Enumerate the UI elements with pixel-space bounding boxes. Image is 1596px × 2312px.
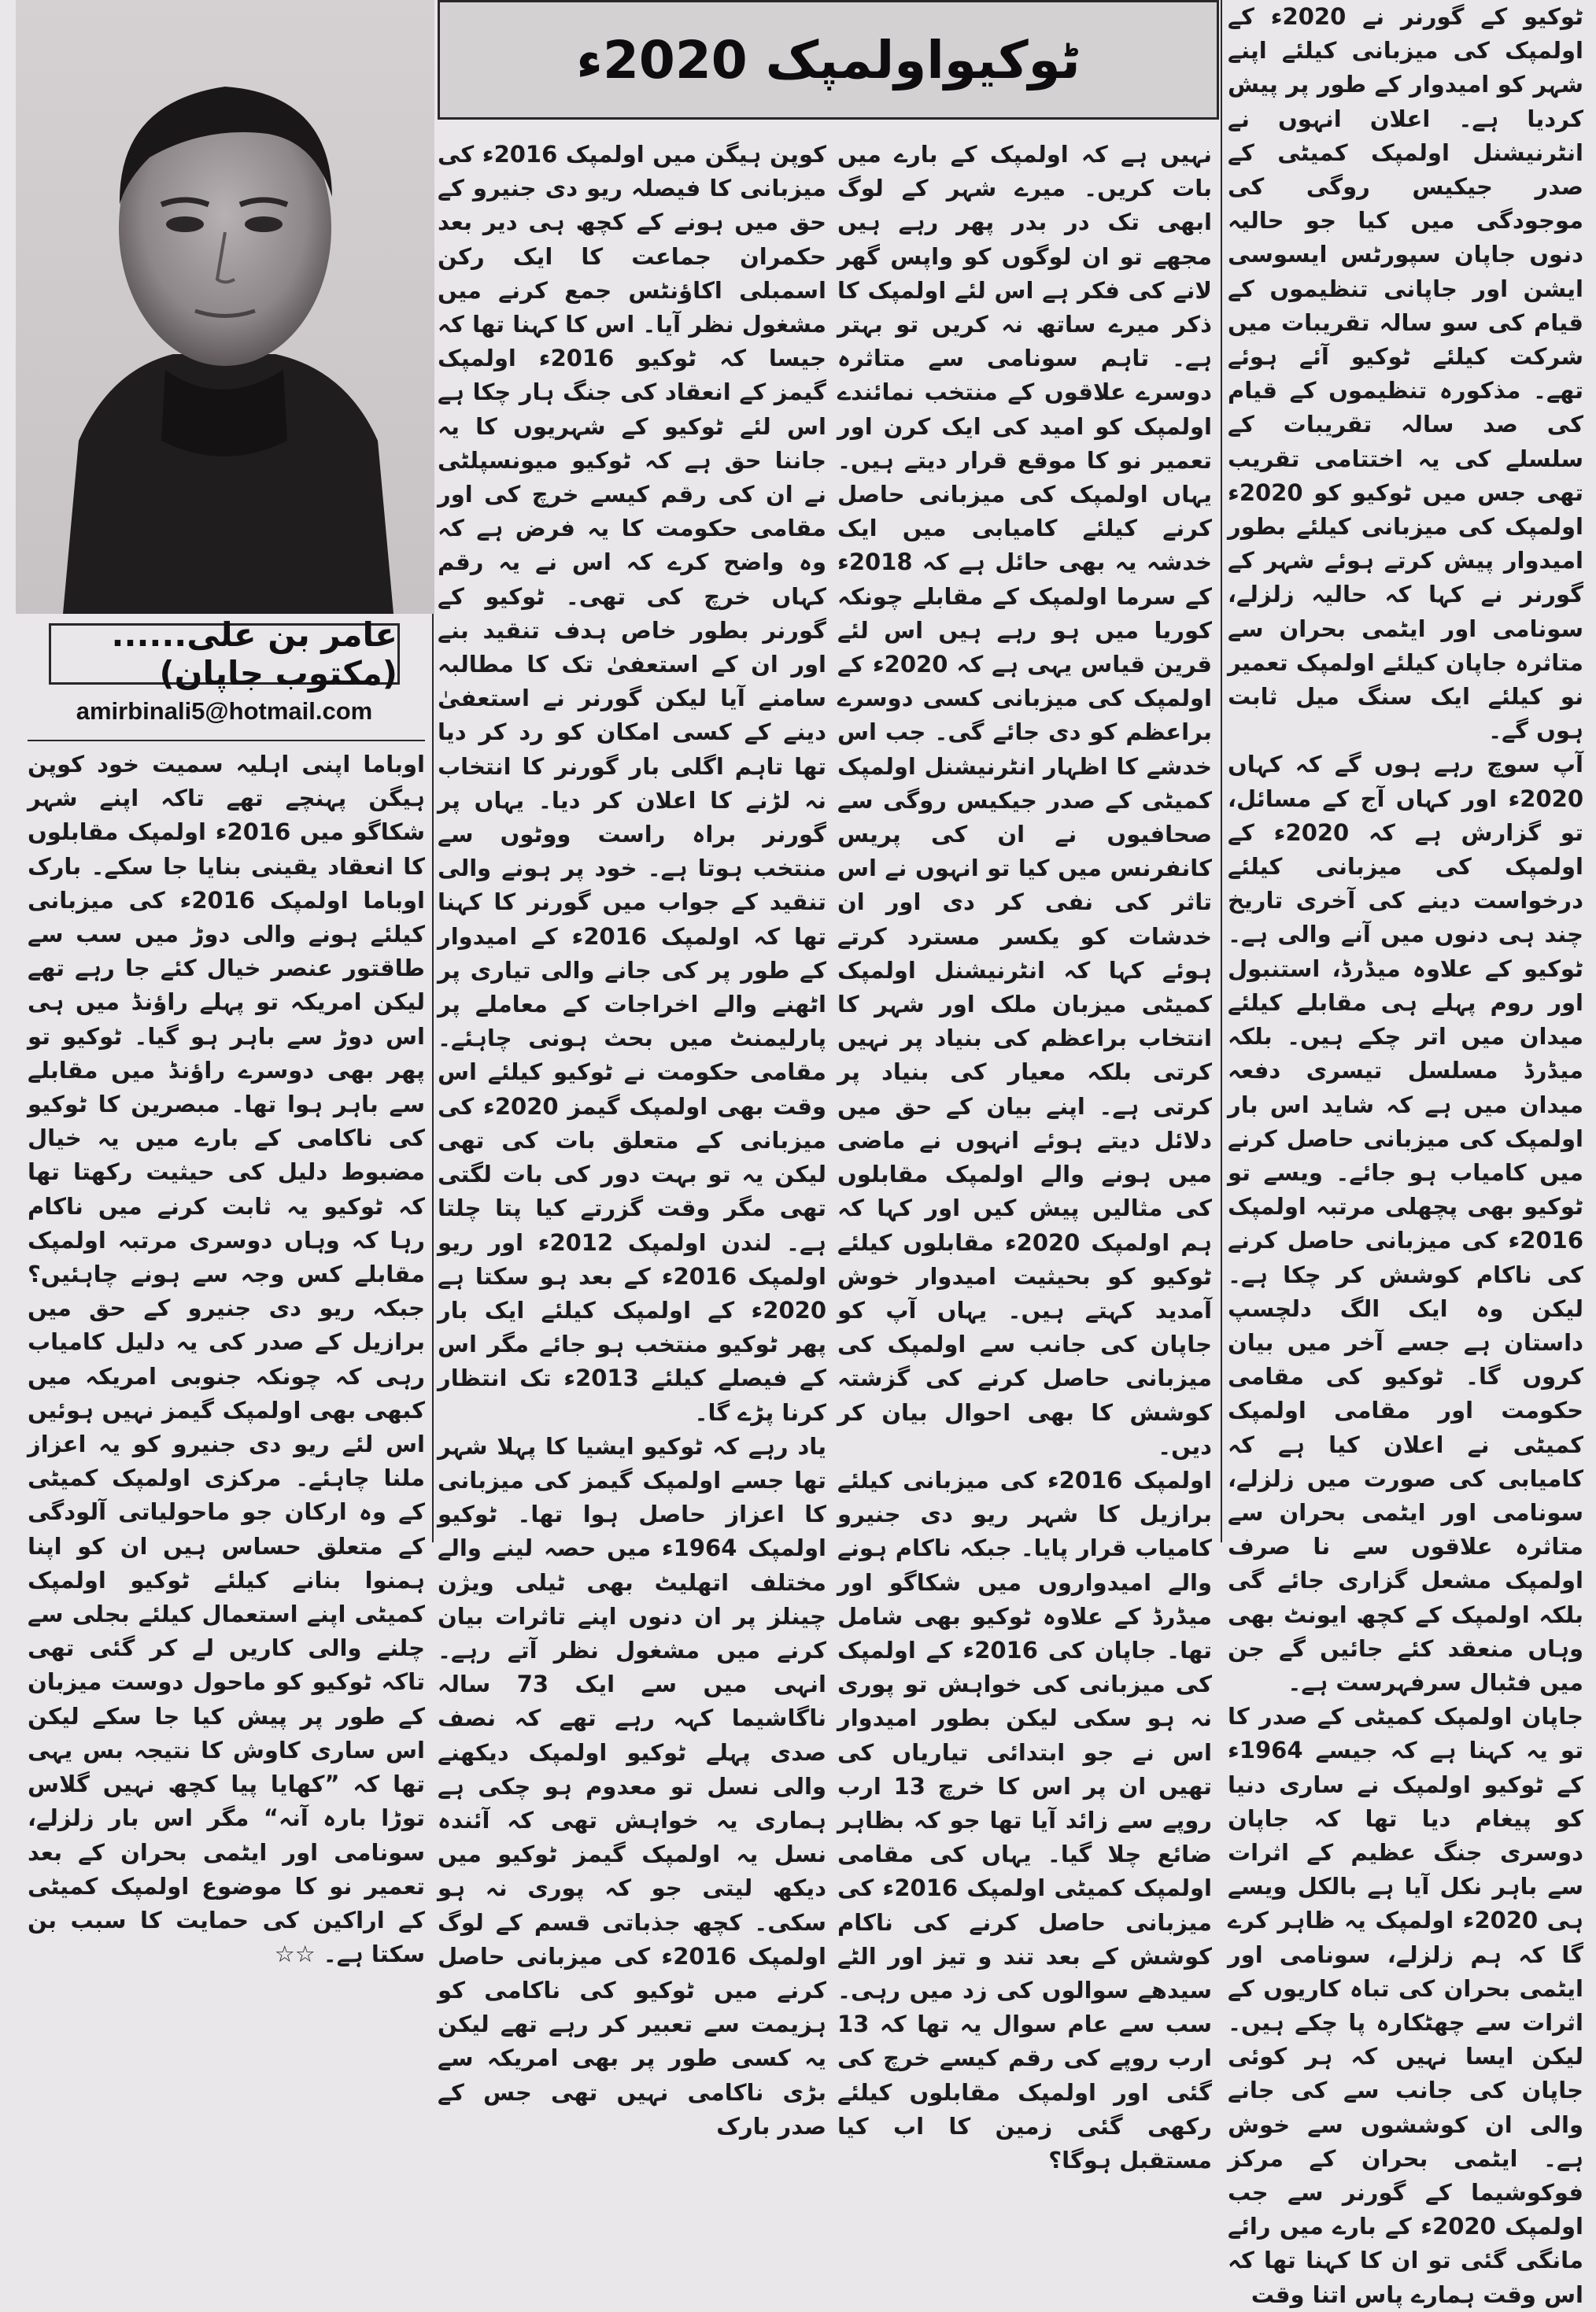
article-column-2: نہیں ہے کہ اولمپک کے بارے میں بات کریں۔ میرے شہر کے لوگ ابھی تک در بدر پھر رہے ہیں مجھے تو ان لوگوں کو واپس گھر لانے کی فکر ہے اس لئے اولمپک کا ذکر میرے ساتھ نہ کریں تو بہتر ہے۔ تاہم سونامی سے متاثرہ دوسرے علاقوں کے منتخب نمائندے اولمپک کو امید کی ایک کرن اور تعمیر نو کا موقع قرار دیتے ہیں۔ یہاں اولمپک کی میزبانی حاصل کرنے کیلئے کامیابی میں ایک خدشہ یہ بھی حائل ہے کہ 2018ء کے سرما اولمپک کے مقابلے چونکہ کوریا میں ہو رہے ہیں اس لئے قرین قیاس یہی ہے کہ 2020ء کے اولمپک کی میزبانی کسی دوسرے براعظم کو دی جائے گی۔ جب اس خدشے کا اظہار انٹرنیشنل اولمپک کمیٹی کے صدر جیکیس روگی سے صحافیوں نے ان کی پریس کانفرنس میں کیا تو انہوں نے اس تاثر کی نفی کر دی اور ان خدشات کو یکسر مسترد کرتے ہوئے کہا کہ انٹرنیشنل اولمپک کمیٹی میزبان ملک اور شہر کا انتخاب براعظم کی بنیاد پر نہیں کرتی بلکہ معیار کی بنیاد پر کرتی ہے۔ اپنے بیان کے حق میں دلائل دیتے ہوئے انہوں نے ماضی میں ہونے والے اولمپک مقابلوں کی مثالیں پیش کیں اور کہا کہ ہم اولمپک 2020ء مقابلوں کیلئے ٹوکیو کو بحیثیت امیدوار خوش آمدید کہتے ہیں۔ یہاں آپ کو جاپان کی جانب سے اولمپک کی میزبانی حاصل کرنے کی گزشتہ کوشش کا بھی احوال بیان کر دیں۔ اولمپک 2016ء کی میزبانی کیلئے برازیل کا شہر ریو دی جنیرو کامیاب قرار پایا۔ جبکہ ناکام ہونے والے امیدواروں میں شکاگو اور میڈرڈ کے علاوہ ٹوکیو بھی شامل تھا۔ جاپان کی 2016ء کے اولمپک کی میزبانی کی خواہش تو پوری نہ ہو سکی لیکن بطور امیدوار اس نے جو ابتدائی تیاریاں کی تھیں ان پر اس کا خرچ 13 ارب روپے سے زائد آیا تھا جو کہ بظاہر ضائع چلا گیا۔ یہاں کی مقامی اولمپک کمیٹی اولمپک 2016ء کی میزبانی حاصل کرنے کی ناکام کوشش کے بعد تند و تیز اور الٹے سیدھے سوالوں کی زد میں رہی۔ سب سے عام سوال یہ تھا کہ 13 ارب روپے کی رقم کیسے خرچ کی گئی اور اولمپک مقابلوں کیلئے رکھی گئی زمین کا اب کیا مستقبل ہوگا؟ [837, 141, 1213, 2174]
article-column-1: ٹوکیو کے گورنر نے 2020ء کے اولمپک کی میزبانی کیلئے اپنے شہر کو امیدوار کے طور پر پیش کردیا ہے۔ اعلان انہوں نے انٹرنیشنل اولمپک کمیٹی کے صدر جیکیس روگی کی موجودگی میں کیا جو حالیہ دنوں جاپان سپورٹس ایسوسی ایشن اور جاپانی تنظیموں کے قیام کی سو سالہ تقریبات میں شرکت کیلئے ٹوکیو آئے ہوئے تھے۔ مذکورہ تنظیموں کے قیام کی صد سالہ تقریبات کے سلسلے کی یہ اختتامی تقریب تھی جس میں ٹوکیو کو 2020ء اولمپک کی میزبانی کیلئے بطور امیدوار پیش کرتے ہوئے شہر کے گورنر نے کہا کہ حالیہ زلزلے، سونامی اور ایٹمی بحران سے متاثرہ جاپان کیلئے اولمپک تعمیر نو کیلئے ایک سنگ میل ثابت ہوں گے۔ آپ سوچ رہے ہوں گے کہ کہاں 2020ء اور کہاں آج کے مسائل، تو گزارش ہے کہ 2020ء کے اولمپک کی میزبانی کیلئے درخواست دینے کی آخری تاریخ چند ہی دنوں میں آنے والی ہے۔ ٹوکیو کے علاوہ میڈرڈ، استنبول اور روم پہلے ہی مقابلے کیلئے میدان میں اتر چکے ہیں۔ بلکہ میڈرڈ مسلسل تیسری دفعہ میدان میں ہے کہ شاید اس بار اولمپک کی میزبانی حاصل کرنے میں کامیاب ہو جائے۔ ویسے تو ٹوکیو بھی پچھلی مرتبہ اولمپک 2016ء کی میزبانی حاصل کرنے کی ناکام کوشش کر چکا ہے۔ لیکن وہ ایک الگ دلچسپ داستان ہے جسے آخر میں بیان کروں گا۔ ٹوکیو کی مقامی حکومت اور مقامی اولمپک کمیٹی نے اعلان کیا ہے کہ کامیابی کی صورت میں زلزلے، سونامی اور ایٹمی بحران سے متاثرہ علاقوں سے نا صرف اولمپک مشعل گزاری جائے گی بلکہ اولمپک کے کچھ ایونٹ بھی وہاں منعقد کئے جائیں گے جن میں فٹبال سرفہرست ہے۔ جاپان اولمپک کمیٹی کے صدر کا تو یہ کہنا ہے کہ جیسے 1964ء کے ٹوکیو اولمپک نے ساری دنیا کو پیغام دیا تھا کہ جاپان دوسری جنگ عظیم کے اثرات سے باہر نکل آیا ہے بالکل ویسے ہی 2020ء اولمپک یہ ظاہر کرے گا کہ ہم زلزلے، سونامی اور ایٹمی بحران کی تباہ کاریوں کے اثرات سے چھٹکارہ پا چکے ہیں۔ لیکن ایسا نہیں کہ ہر کوئی جاپان کی جانب سے کی جانے والی ان کوششوں سے خوش ہے۔ ایٹمی بحران کے مرکز فوکوشیما کے گورنر سے جب اولمپک 2020ء کے بارے میں رائے مانگی گئی تو ان کا کہنا تھا کہ اس وقت ہمارے پاس اتنا وقت [1228, 3, 1584, 2308]
author-email[interactable]: amirbinali5@hotmail.com [76, 697, 373, 725]
author-byline: عامر بن علی......(مکتوب جاپان) [111, 615, 397, 692]
section-divider [28, 740, 425, 741]
author-photo [16, 0, 434, 614]
article-column-4: اوباما اپنی اہلیہ سمیت خود کوپن ہیگن پہنچے تھے تاکہ اپنے شہر شکاگو میں 2016ء اولمپک مقابلوں کا انعقاد یقینی بنایا جا سکے۔ بارک اوباما اولمپک 2016ء کی میزبانی کیلئے ہونے والی دوڑ میں سب سے طاقتور عنصر خیال کئے جا رہے تھے لیکن امریکہ تو پہلے راؤنڈ میں ہی اس دوڑ سے باہر ہو گیا۔ ٹوکیو تو پھر بھی دوسرے راؤنڈ میں مقابلے سے باہر ہوا تھا۔ مبصرین کا ٹوکیو کی ناکامی کے بارے میں یہ خیال مضبوط دلیل کی حیثیت رکھتا تھا کہ ٹوکیو یہ ثابت کرنے میں ناکام رہا کہ وہاں دوسری مرتبہ اولمپک مقابلے کس وجہ سے ہونے چاہئیں؟ جبکہ ریو دی جنیرو کے حق میں برازیل کے صدر کی یہ دلیل کامیاب رہی کہ چونکہ جنوبی امریکہ میں کبھی بھی اولمپک گیمز نہیں ہوئیں اس لئے ریو دی جنیرو کو یہ اعزاز ملنا چاہئے۔ مرکزی اولمپک کمیٹی کے وہ ارکان جو ماحولیاتی آلودگی کے متعلق حساس ہیں ان کو اپنا ہمنوا بنانے کیلئے ٹوکیو اولمپک کمیٹی اپنے استعمال کیلئے بجلی سے چلنے والی کاریں لے کر گئی تھی تاکہ ٹوکیو کو ماحول دوست میزبان کے طور پر پیش کیا جا سکے لیکن اس ساری کاوش کا نتیجہ بس یہی تھا کہ ”کھایا پیا کچھ نہیں گلاس توڑا بارہ آنہ“ مگر اس بار زلزلے، سونامی اور ایٹمی بحران کے بعد تعمیر نو کا موضوع اولمپک کمیٹی کے اراکین کی حمایت کا سبب بن سکتا ہے۔ ☆☆ [28, 751, 425, 1968]
headline: ٹوکیواولمپک 2020ء [576, 29, 1081, 90]
article-column-3: کوپن ہیگن میں اولمپک 2016ء کی میزبانی کا فیصلہ ریو دی جنیرو کے حق میں ہونے کے کچھ ہی دیر بعد حکمران جماعت کا ایک رکن اسمبلی اکاؤنٹس جمع کرنے میں مشغول نظر آیا۔ اس کا کہنا تھا کہ جیسا کہ ٹوکیو 2016ء اولمپک گیمز کے انعقاد کی جنگ ہار چکا ہے اس لئے ٹوکیو کے شہریوں کا یہ جاننا حق ہے کہ ٹوکیو میونسپلٹی نے ان کی رقم کیسے خرچ کی اور مقامی حکومت کا یہ فرض ہے کہ وہ واضح کرے کہ اس نے یہ رقم کہاں خرچ کی تھی۔ ٹوکیو کے گورنر بطور خاص ہدف تنقید بنے اور ان کے استعفیٰ تک کا مطالبہ سامنے آیا لیکن گورنر نے استعفیٰ دینے کے کسی امکان کو رد کر دیا تھا تاہم اگلی بار گورنر کا انتخاب نہ لڑنے کا اعلان کر دیا۔ یہاں پر گورنر براہ راست ووٹوں سے منتخب ہوتا ہے۔ خود پر ہونے والی تنقید کے جواب میں گورنر کا کہنا تھا کہ اولمپک 2016ء کے امیدوار کے طور پر کی جانے والی تیاری پر اٹھنے والے اخراجات کے معاملے پر پارلیمنٹ میں بحث ہونی چاہئے۔ مقامی حکومت نے ٹوکیو کیلئے اس وقت بھی اولمپک گیمز 2020ء کی میزبانی کے متعلق بات کی تھی لیکن یہ تو بہت دور کی بات لگتی تھی مگر وقت گزرتے کیا پتا چلتا ہے۔ لندن اولمپک 2012ء اور ریو اولمپک 2016ء کے بعد ہو سکتا ہے 2020ء کے اولمپک کیلئے ایک بار پھر ٹوکیو منتخب ہو جائے مگر اس کے فیصلے کیلئے 2013ء تک انتظار کرنا پڑے گا۔ یاد رہے کہ ٹوکیو ایشیا کا پہلا شہر تھا جسے اولمپک گیمز کی میزبانی کا اعزاز حاصل ہوا تھا۔ ٹوکیو اولمپک 1964ء میں حصہ لینے والے مختلف اتھلیٹ بھی ٹیلی ویژن چینلز پر ان دنوں اپنے تاثرات بیان کرنے میں مشغول نظر آتے رہے۔ انہی میں سے ایک 73 سالہ ناگاشیما کہہ رہے تھے کہ نصف صدی پہلے ٹوکیو اولمپک دیکھنے والی نسل تو معدوم ہو چکی ہے ہماری یہ خواہش تھی کہ آئندہ نسل یہ اولمپک گیمز ٹوکیو میں دیکھ لیتی جو کہ پوری نہ ہو سکی۔ کچھ جذباتی قسم کے لوگ اولمپک 2016ء کی میزبانی حاصل کرنے میں ٹوکیو کی ناکامی کو ہزیمت سے تعبیر کر رہے تھے لیکن یہ کسی طور پر بھی امریکہ سے بڑی ناکامی نہیں تھی جس کے صدر بارک [438, 141, 826, 2140]
byline-box [49, 615, 400, 692]
column-divider [1221, 0, 1222, 1542]
headline-box [438, 0, 1219, 120]
